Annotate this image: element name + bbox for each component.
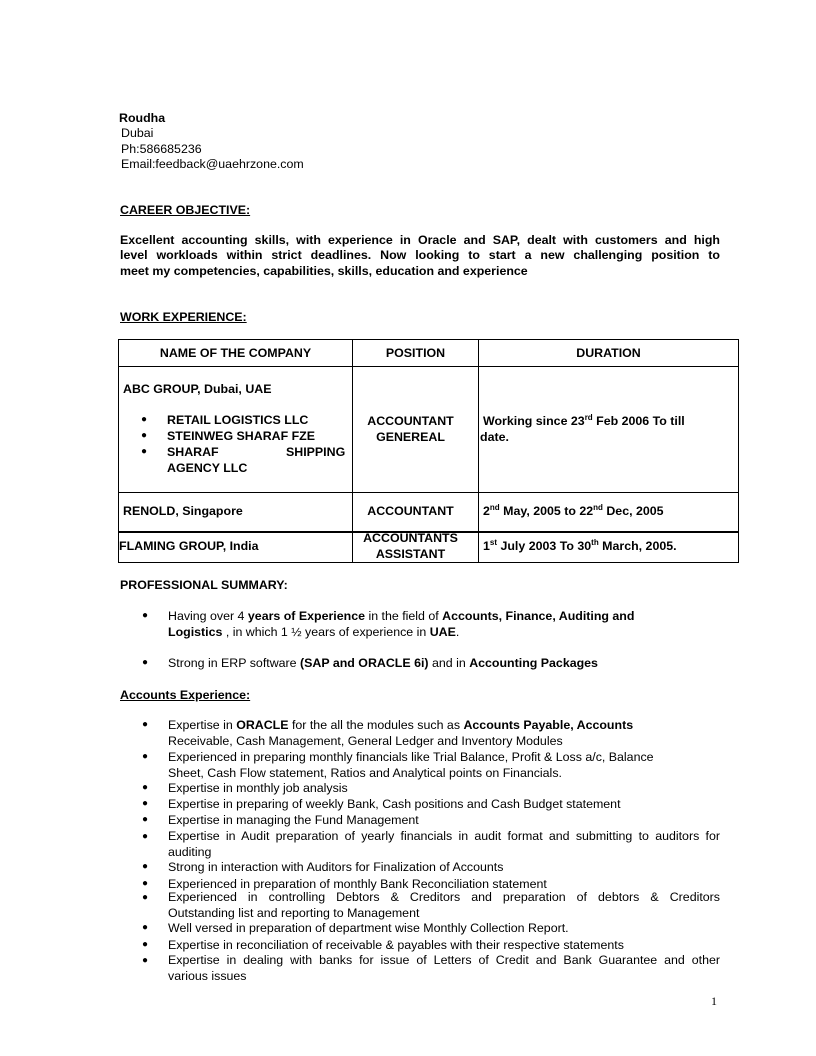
bullet-icon: ● [142, 939, 149, 950]
experience-text: Well versed in preparation of department wise Monthly Collection Report. [168, 921, 569, 935]
table-divider [352, 340, 353, 562]
bullet-icon: ● [141, 430, 148, 441]
bullet-icon: ● [142, 955, 149, 966]
experience-text: Experienced in preparing monthly financials like Trial Balance, Profit & Loss a/c, Balance Sheet, Cash Flow statement, Ratios and Analytical points on Financials. [168, 750, 654, 780]
bullet-icon: ● [142, 814, 149, 825]
company-name: ABC GROUP, Dubai, UAE [123, 382, 272, 396]
company-name: FLAMING GROUP, India [119, 539, 259, 553]
work-experience-heading: WORK EXPERIENCE: [120, 310, 247, 324]
career-objective-heading: CAREER OBJECTIVE: [120, 203, 251, 217]
subcompany-name: SHARAF [167, 445, 219, 459]
applicant-name: Roudha [119, 111, 166, 125]
bullet-icon: ● [142, 922, 149, 933]
position-title: ACCOUNTANT [367, 504, 454, 518]
list-item [142, 890, 720, 921]
list-item [142, 937, 720, 953]
list-item [142, 717, 720, 749]
applicant-city: Dubai [121, 126, 154, 140]
column-header-company: NAME OF THE COMPANY [159, 346, 312, 360]
bullet-icon: ● [142, 751, 149, 762]
bullet-icon: ● [142, 657, 149, 668]
duration-text: 2nd May, 2005 to 22nd Dec, 2005 [483, 503, 664, 518]
applicant-phone: Ph:586685236 [121, 141, 202, 156]
experience-text: Expertise in monthly job analysis [168, 781, 348, 795]
company-name: RENOLD, Singapore [123, 504, 243, 518]
objective-line: Excellent accounting skills, with experience in Oracle and SAP, dealt with customers and high [120, 233, 720, 247]
list-item [142, 780, 720, 796]
subcompany-name: AGENCY LLC [167, 461, 248, 475]
bullet-icon: ● [142, 610, 149, 621]
experience-text: Expertise in ORACLE for the all the modules such as Accounts Payable, Accounts Receivable, Cash Management, General Ledger and Inventory Modules [168, 718, 634, 748]
duration-text: date. [480, 430, 509, 444]
bullet-icon: ● [141, 446, 148, 457]
experience-text: Experienced in preparation of monthly Bank Reconciliation statement [168, 877, 547, 891]
summary-text: Having over 4 years of Experience in the field of Accounts, Finance, Auditing and Logistics , in which 1 ½ years of experience in UAE. [168, 609, 635, 639]
column-header-duration: DURATION [576, 346, 641, 360]
bullet-icon: ● [142, 878, 149, 889]
experience-text: Expertise in dealing with banks for issue of Letters of Credit and Bank Guarantee and other various issues [168, 953, 720, 984]
bullet-icon: ● [142, 719, 149, 730]
experience-text: Expertise in reconciliation of receivable & payables with their respective statements [168, 938, 624, 952]
professional-summary-heading: PROFESSIONAL SUMMARY: [120, 578, 288, 592]
column-header-position: POSITION [385, 346, 446, 360]
work-experience-table [118, 339, 739, 563]
accounts-experience-heading: Accounts Experience: [120, 688, 251, 702]
bullet-icon: ● [142, 892, 149, 903]
duration-text: 1st July 2003 To 30th March, 2005. [483, 538, 677, 553]
bullet-icon: ● [142, 782, 149, 793]
table-divider [478, 340, 479, 562]
bullet-icon: ● [141, 414, 148, 425]
applicant-email: Email:feedback@uaehrzone.com [121, 157, 304, 172]
bullet-icon: ● [142, 798, 149, 809]
objective-line: meet my competencies, capabilities, skills, education and experience [120, 263, 528, 278]
bullet-icon: ● [142, 861, 149, 872]
list-item [142, 812, 720, 828]
table-divider [119, 366, 738, 367]
list-item [142, 608, 720, 640]
list-item [142, 796, 720, 812]
subcompany-name: STEINWEG SHARAF FZE [167, 429, 315, 443]
list-item [142, 859, 720, 875]
experience-text: Expertise in preparing of weekly Bank, Cash positions and Cash Budget statement [168, 797, 621, 811]
summary-text: Strong in ERP software (SAP and ORACLE 6i) and in Accounting Packages [168, 656, 598, 670]
experience-text: Experienced in controlling Debtors & Creditors and preparation of debtors & Creditors Outstanding list and reporting to Management [168, 890, 720, 921]
career-objective-text [120, 233, 720, 279]
experience-text: Expertise in Audit preparation of yearly financials in audit format and submitting to auditors for auditing [168, 829, 720, 860]
list-item [142, 749, 720, 781]
list-item [142, 829, 720, 860]
experience-text: Strong in interaction with Auditors for Finalization of Accounts [168, 860, 504, 874]
position-title: ACCOUNTANT [367, 414, 454, 428]
experience-text: Expertise in managing the Fund Management [168, 813, 419, 827]
list-item [142, 953, 720, 984]
subcompany-name: SHIPPING [286, 445, 346, 459]
list-item [142, 920, 720, 936]
position-title: ACCOUNTANTS [363, 531, 458, 545]
subcompany-name: RETAIL LOGISTICS LLC [167, 413, 309, 427]
list-item [142, 655, 720, 671]
duration-text: Working since 23rd Feb 2006 To till [483, 413, 685, 428]
bullet-icon: ● [142, 831, 149, 842]
objective-line: level workloads within strict deadlines. Now looking to start a new challenging position to [120, 248, 720, 263]
position-title: ASSISTANT [375, 547, 446, 561]
table-divider [119, 492, 738, 493]
position-title: GENEREAL [376, 430, 445, 444]
contact-block [118, 110, 304, 173]
page-number: 1 [711, 994, 717, 1008]
